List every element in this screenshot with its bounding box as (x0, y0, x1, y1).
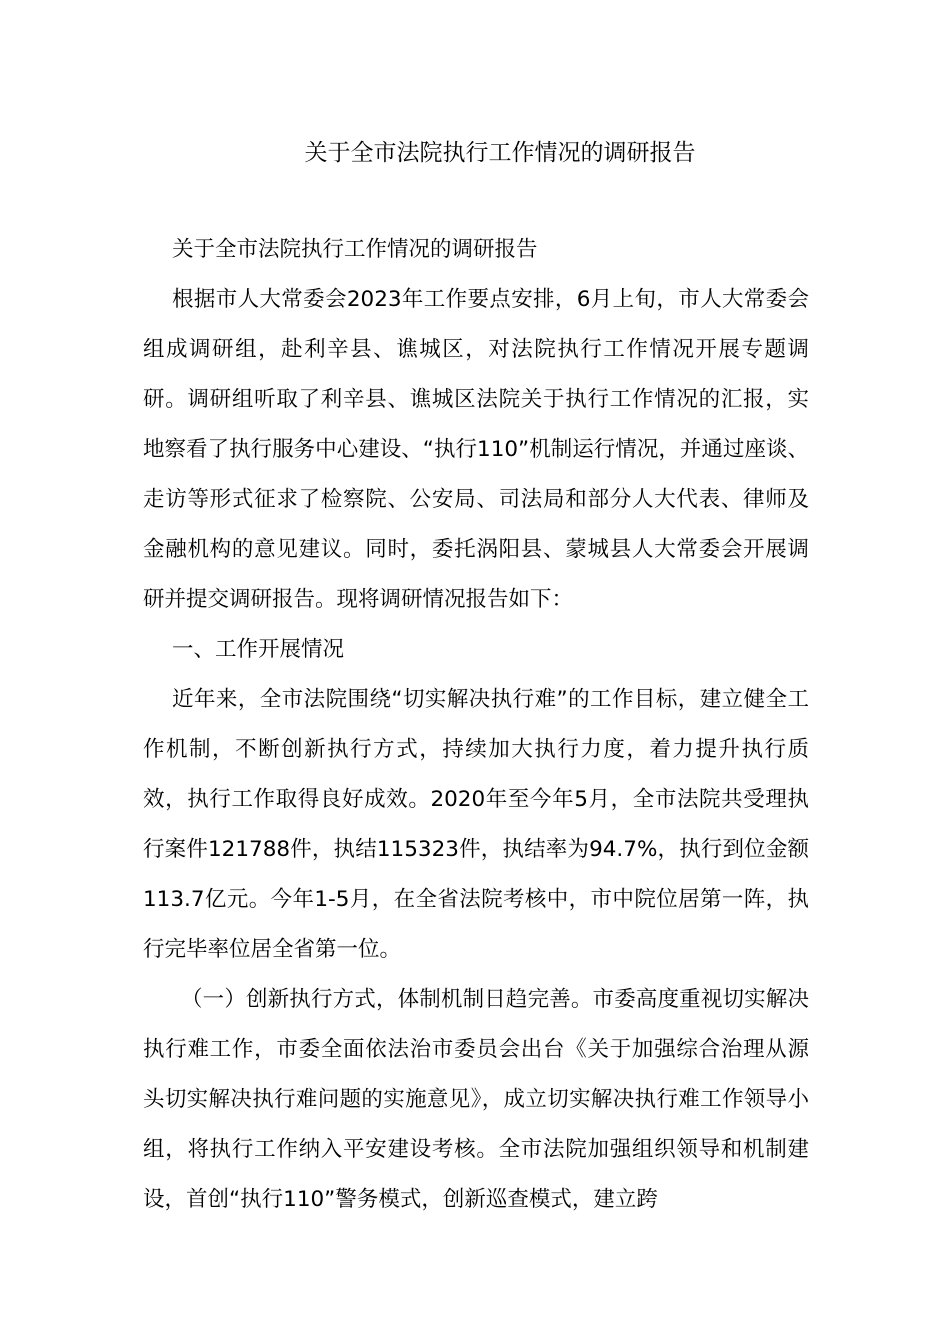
document-title: 关于全市法院执行工作情况的调研报告 (304, 140, 696, 166)
section-heading: 一、工作开展情况 (172, 637, 345, 662)
paragraph-subsection-1: （一）创新执行方式，体制机制日趋完善。市委高度重视切实解决执行难工作，市委全面依法治市委员会出台《关于加强综合治理从源头切实解决执行难问题的实施意见》，成立切实解决执行难工作领导小组，将执行工作纳入平安建设考核。全市法院加强组织领导和机制建设，首创“执行110”警务模式，创新巡查模式，建立跨 (143, 987, 809, 1212)
paragraph-intro: 根据市人大常委会2023年工作要点安排，6月上旬，市人大常委会组成调研组，赴利辛县、谯城区，对法院执行工作情况开展专题调研。调研组听取了利辛县、谯城区法院关于执行工作情况的汇报，实地察看了执行服务中心建设、“执行110”机制运行情况，并通过座谈、走访等形式征求了检察院、公安局、司法局和部分人大代表、律师及金融机构的意见建议。同时，委托涡阳县、蒙城县人大常委会开展调研并提交调研报告。现将调研情况报告如下： (143, 287, 809, 612)
paragraph-overview: 近年来，全市法院围绕“切实解决执行难”的工作目标，建立健全工作机制，不断创新执行方式，持续加大执行力度，着力提升执行质效，执行工作取得良好成效。2020年至今年5月，全市法院共受理执行案件121788件，执结115323件，执结率为94.7%，执行到位金额113.7亿元。今年1-5月，在全省法院考核中，市中院位居第一阵，执行完毕率位居全省第一位。 (143, 687, 809, 962)
document-subtitle: 关于全市法院执行工作情况的调研报告 (172, 237, 538, 262)
